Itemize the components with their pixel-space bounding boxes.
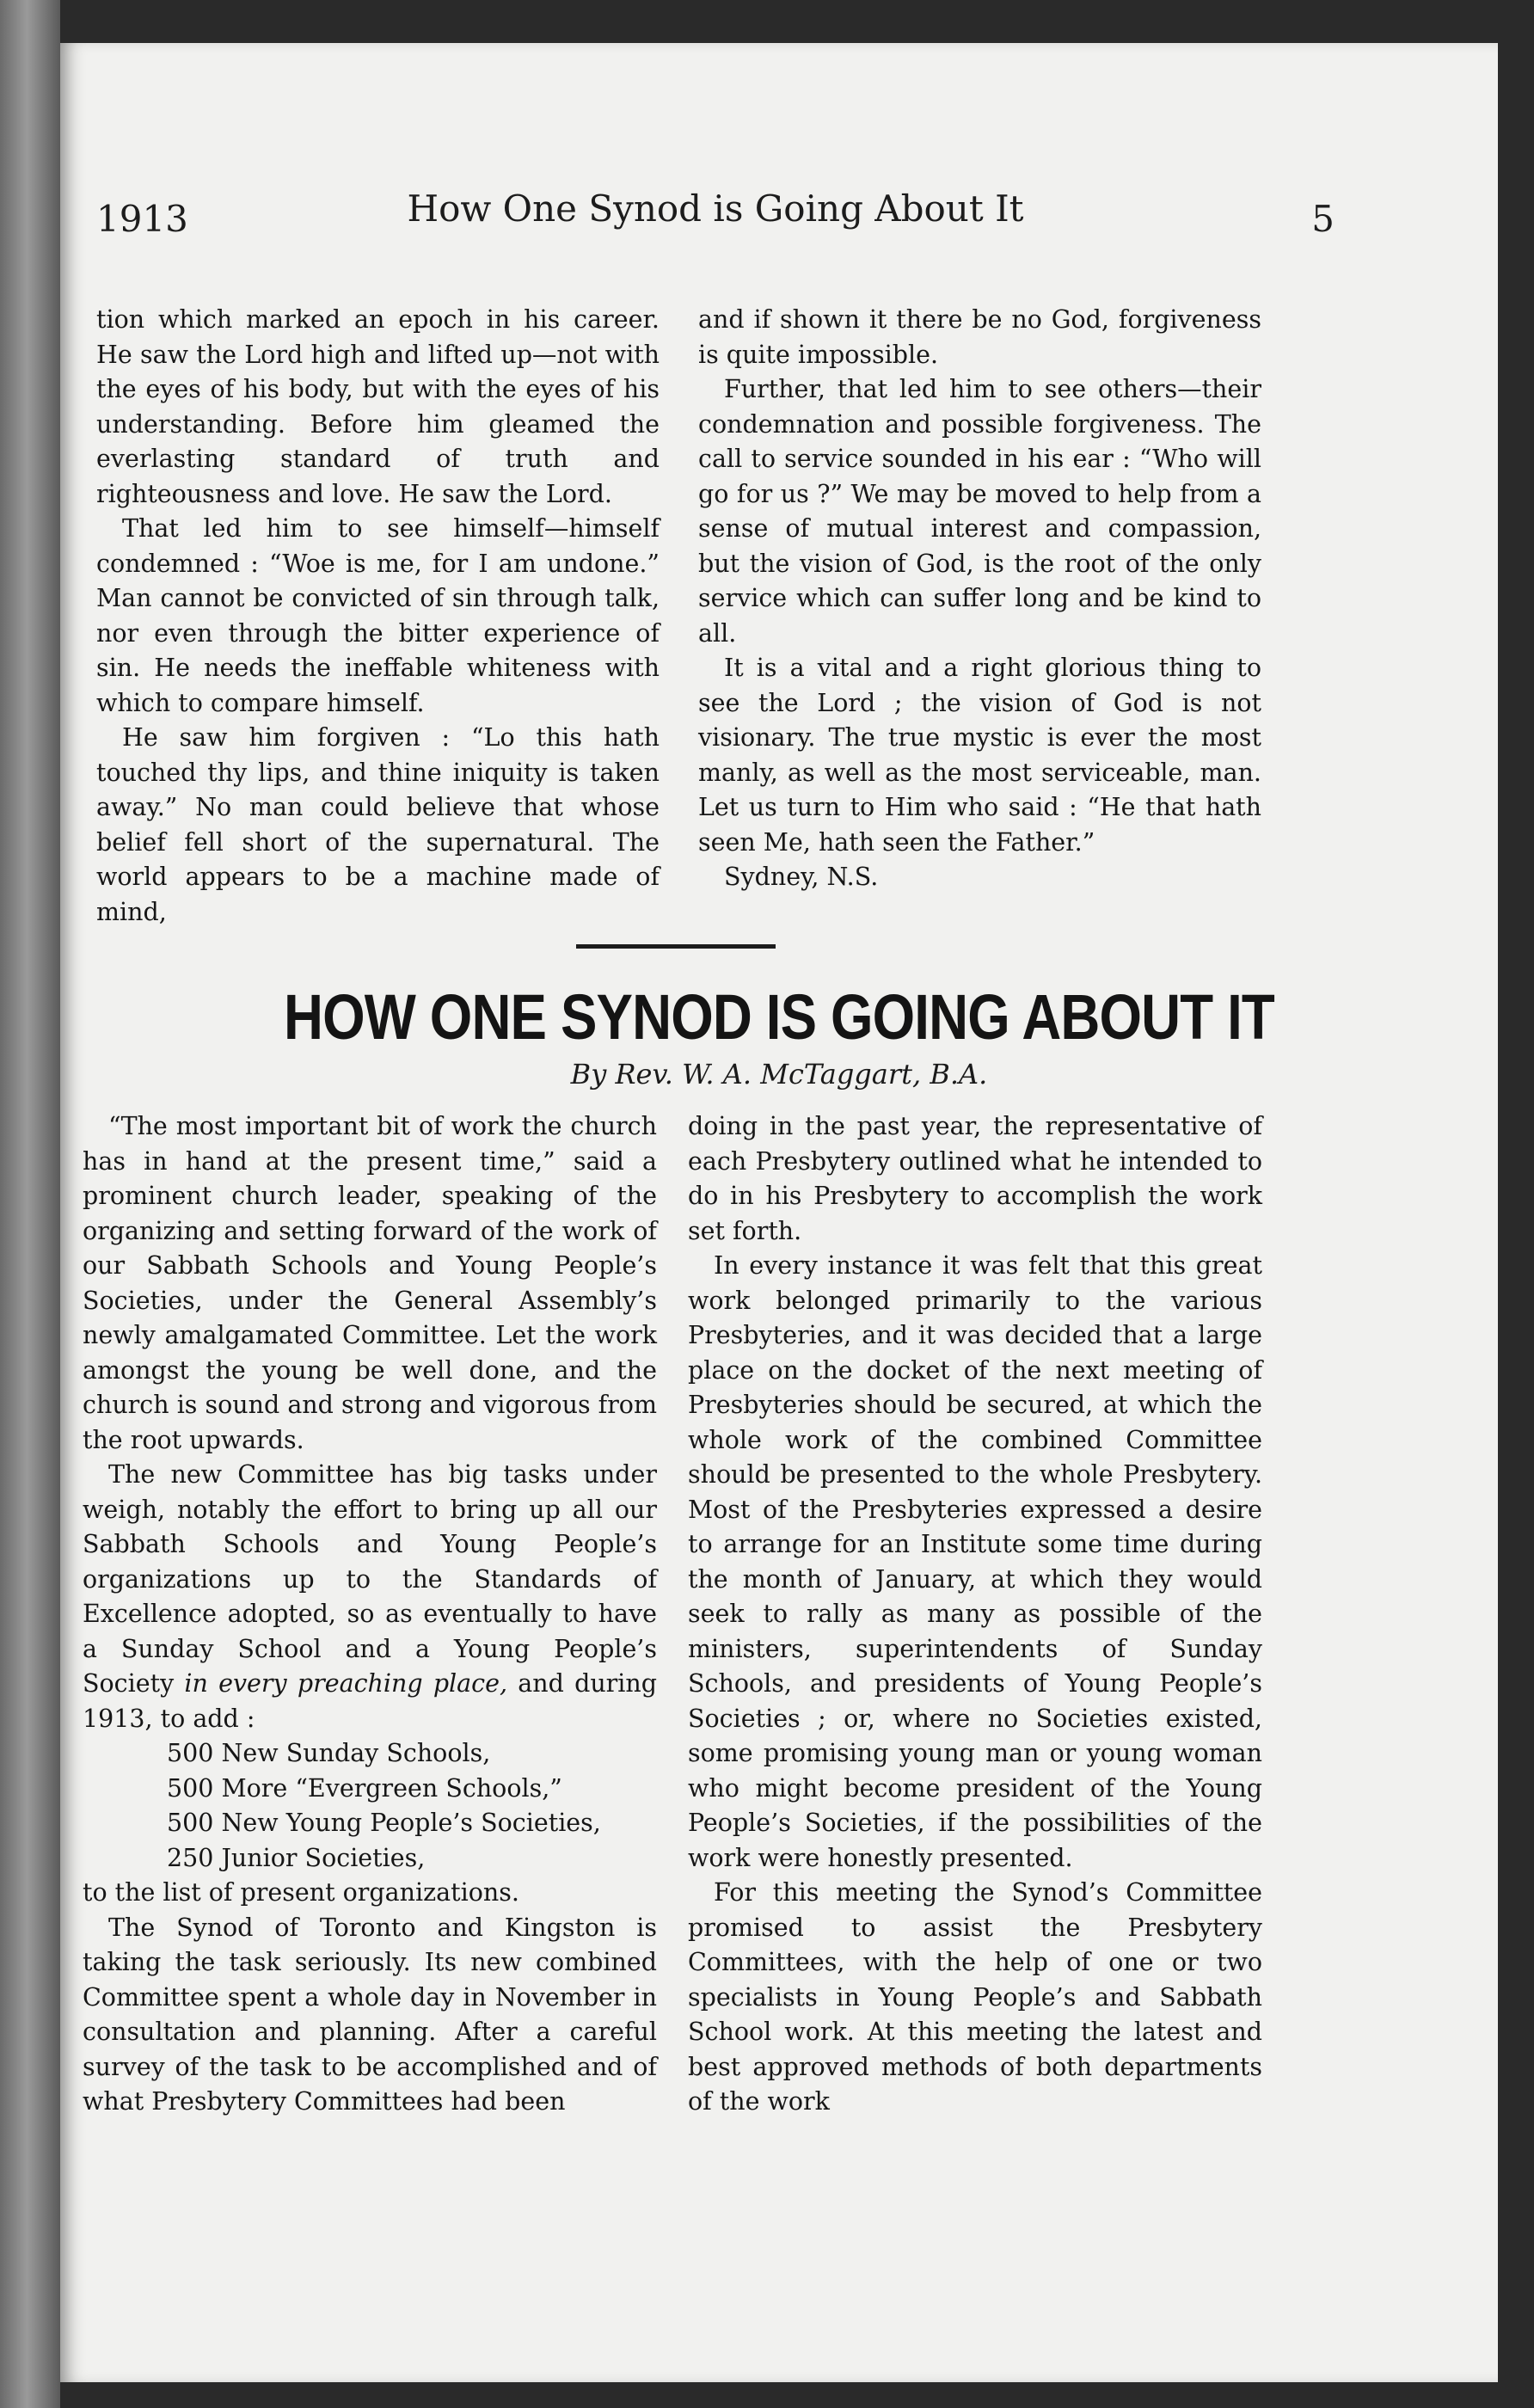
paragraph: and if shown it there be no God, forgiveness is quite impossible.	[698, 305, 1261, 369]
paragraph: That led him to see himself—himself condemned : “Woe is me, for I am undone.” Man cannot be convicted of sin through talk, nor even through the bitter experience of sin. He needs the ineffable whiteness with which to compare himself.	[96, 514, 660, 717]
article-column-left	[83, 1109, 657, 2120]
dateline: Sydney, N.S.	[724, 863, 879, 891]
article-headline: HOW ONE SYNOD IS GOING ABOUT IT	[284, 981, 1274, 1053]
running-head-title: How One Synod is Going About It	[407, 187, 1024, 230]
article-column-right	[688, 1109, 1262, 2120]
paragraph: He saw him forgiven : “Lo this hath touched thy lips, and thine iniquity is taken away.” No man could believe that whose belief fell short of the supernatural. The world appears to be a machine made of mind,	[96, 723, 660, 926]
paragraph-text: The new Committee has big tasks under weigh, notably the effort to bring up all our Sabbath Schools and Young People’s organizations up to the Standards of Excellence adopted, so as eventually to have a Sunday School and a Young People’s Society	[83, 1460, 657, 1698]
paragraph: “The most important bit of work the church has in hand at the present time,” said a prominent church leader, speaking of the organizing and setting forward of the work of our Sabbath Schools and Young People’s Societies, under the General Assembly’s newly amalgamated Committee. Let the work amongst the young be well done, and the church is sound and strong and vigorous from the root upwards.	[83, 1112, 657, 1454]
paragraph: Further, that led him to see others—their condemnation and possible forgiveness. The call to service sounded in his ear : “Who will go for us ?” We may be moved to help from a sense of mutual interest and compassion, but the vision of God, is the root of the only service which can suffer long and be kind to all.	[698, 375, 1261, 648]
paragraph	[83, 1458, 657, 1736]
list-item: 250 Junior Societies,	[167, 1843, 426, 1872]
previous-article-column-left	[96, 303, 660, 930]
article-byline: By Rev. W. A. McTaggart, B.A.	[570, 1058, 988, 1090]
paragraph: The Synod of Toronto and Kingston is taking the task seriously. Its new combined Committee spent a whole day in November in consultation and planning. After a careful survey of the task to be accomplished and of what Presbytery Committees had been	[83, 1913, 657, 2116]
emphasis-text: in every preaching place,	[184, 1669, 508, 1698]
paragraph: For this meeting the Synod’s Committee promised to assist the Presbytery Committees, with the help of one or two specialists in Young People’s and Sabbath School work. At this meeting the latest and best approved methods of both departments of the work	[688, 1878, 1262, 2116]
paragraph: In every instance it was felt that this great work belonged primarily to the various Presbyteries, and it was decided that a large place on the docket of the next meeting of Presbyteries should be secured, at which the whole work of the combined Committee should be presented to the whole Presbytery. Most of the Presbyteries expressed a desire to arrange for an Institute some time during the month of January, at which they would seek to rally as many as possible of the ministers, superintendents of Sunday Schools, and presidents of Young People’s Societies ; or, where no Societies existed, some promising young man or young woman who might become president of the Young People’s Societies, if the possibilities of the work were honestly presented.	[688, 1251, 1262, 1872]
paragraph: to the list of present organizations.	[83, 1878, 519, 1907]
running-head-year: 1913	[96, 198, 188, 240]
paragraph: tion which marked an epoch in his career. He saw the Lord high and lifted up—not with the eyes of his body, but with the eyes of his understanding. Before him gleamed the everlasting standard of truth and righteousness and love. He saw the Lord.	[96, 305, 660, 508]
paragraph-text: and during 1913, to add :	[83, 1669, 658, 1733]
list-item: 500 New Young People’s Societies,	[167, 1809, 601, 1837]
page-number: 5	[1311, 198, 1335, 240]
paragraph: It is a vital and a right glorious thing to see the Lord ; the vision of God is not visionary. The true mystic is ever the most manly, as well as the most serviceable, man. Let us turn to Him who said : “He that hath seen Me, hath seen the Father.”	[698, 654, 1261, 857]
paragraph: doing in the past year, the representative of each Presbytery outlined what he intended to do in his Presbytery to accomplish the work set forth.	[688, 1112, 1262, 1245]
list-item: 500 New Sunday Schools,	[167, 1739, 491, 1767]
running-head	[96, 181, 1335, 241]
previous-article-column-right	[698, 303, 1261, 895]
section-divider	[576, 944, 776, 949]
book-spine-shadow	[0, 0, 60, 2408]
list-item: 500 More “Evergreen Schools,”	[167, 1773, 562, 1803]
